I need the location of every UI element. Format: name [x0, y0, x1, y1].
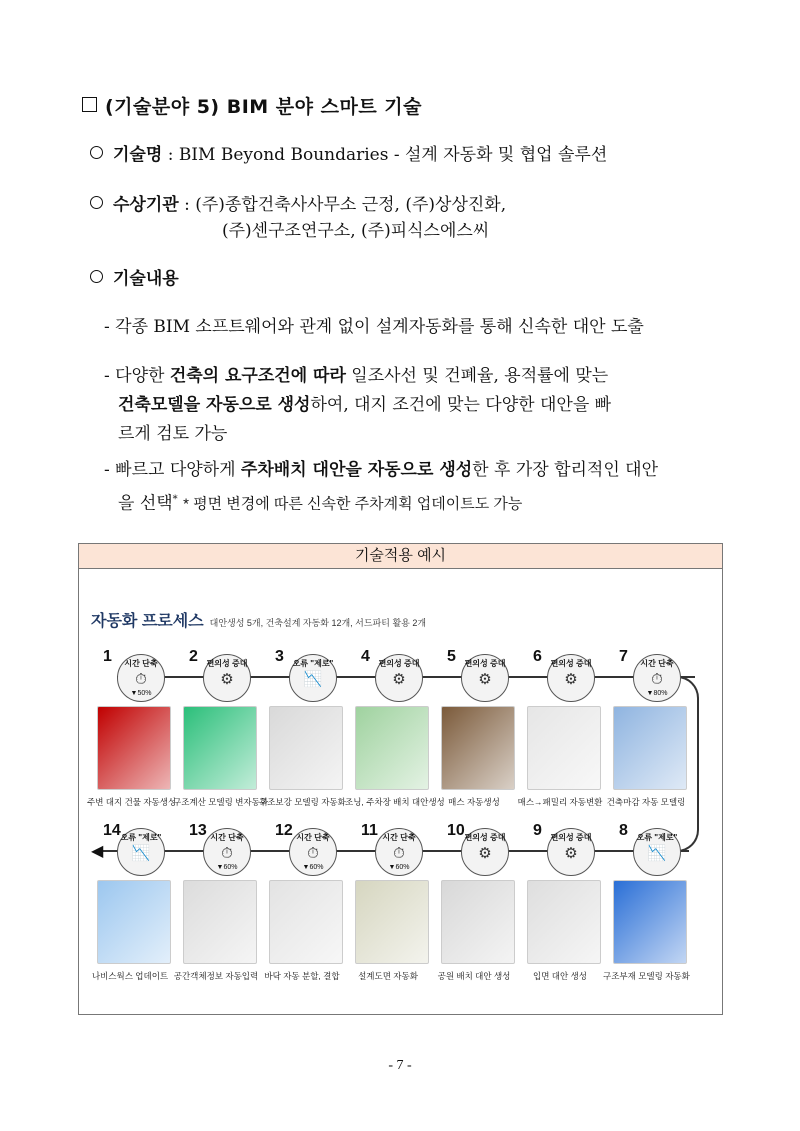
step-label: 오류 "제로": [636, 833, 678, 842]
step-model-image: [269, 880, 343, 964]
step-badge: [375, 654, 423, 702]
step-label: 편의성 증대: [464, 833, 506, 842]
step-label: 편의성 증대: [206, 659, 248, 668]
step-number: 13: [189, 822, 207, 839]
content-row: [90, 266, 179, 292]
step-label: 편의성 증대: [550, 659, 592, 668]
figure-header: 기술적용 예시: [79, 544, 722, 569]
process-subtitle: 대안생성 5개, 건축설계 자동화 12개, 서드파티 활용 2개: [209, 618, 427, 628]
process-title-text: 자동화 프로세스: [91, 613, 204, 630]
bullet-3-text: - 빠르고 다양하게: [104, 460, 241, 480]
bullet-2-bold1: 건축의 요구조건에 따라: [169, 366, 346, 386]
step-model-image: [527, 706, 601, 790]
step-model-image: [355, 706, 429, 790]
step-caption: 나비스웍스 업데이트: [91, 971, 169, 981]
tech-name-label: 기술명: [113, 145, 163, 165]
step-percent: ▼60%: [302, 864, 324, 871]
stopwatch-icon: ⏱: [221, 845, 233, 862]
bullet-2-text: 하여, 대지 조건에 맞는 다양한 대안을 빠: [310, 395, 612, 415]
step-percent: ▼50%: [130, 690, 152, 697]
gear-icon: ⚙: [478, 671, 492, 688]
step-badge: [633, 828, 681, 876]
gear-icon: ⚙: [392, 671, 406, 688]
step-badge: [203, 828, 251, 876]
chart-down-icon: 📉: [303, 671, 323, 688]
footnote-note: * 평면 변경에 따른 신속한 주차계획 업데이트도 가능: [183, 495, 523, 513]
step-caption: 설계도면 자동화: [358, 971, 418, 981]
step-number: 10: [447, 822, 465, 839]
bullet-2-text: - 다양한: [104, 366, 170, 386]
chart-down-icon: 📉: [647, 845, 667, 862]
step-label: 시간 단축: [124, 659, 158, 668]
page-number: - 7 -: [388, 1058, 412, 1073]
step-number: 11: [361, 822, 378, 839]
step-percent: ▼60%: [388, 864, 410, 871]
step-badge: [117, 654, 165, 702]
step-badge: [461, 828, 509, 876]
step-label: 시간 단축: [296, 833, 330, 842]
step-caption: 구조계산 모델링 변자동화: [173, 797, 269, 807]
step-number: 14: [103, 822, 121, 839]
step-badge: [547, 828, 595, 876]
circle-bullet-icon: [90, 196, 103, 209]
stopwatch-icon: ⏱: [307, 845, 319, 862]
step-label: 시간 단축: [640, 659, 674, 668]
arrow-left-icon: ◀: [91, 841, 104, 860]
step-number: 1: [103, 648, 112, 665]
step-caption: 조닝, 주차장 배치 대안생성: [345, 797, 445, 807]
step-model-image: [441, 880, 515, 964]
process-title: [91, 608, 426, 631]
step-badge: [375, 828, 423, 876]
tech-name-row: [90, 142, 607, 168]
bullet-3-bold: 주차배치 대안을 자동으로 생성: [240, 460, 473, 480]
step-model-image: [183, 706, 257, 790]
step-badge: [117, 828, 165, 876]
step-caption: 구조부재 모델링 자동화: [603, 971, 690, 981]
stopwatch-icon: ⏱: [393, 845, 405, 862]
section-heading-text: (기술분야 5) BIM 분야 스마트 기술: [105, 96, 423, 118]
step-caption: 매스 자동생성: [448, 797, 500, 807]
step-model-image: [269, 706, 343, 790]
bullet-3: [104, 456, 724, 519]
bullet-1: - 각종 BIM 소프트웨어와 관계 없이 설계자동화를 통해 신속한 대안 도출: [104, 317, 644, 337]
step-model-image: [613, 880, 687, 964]
step-model-image: [441, 706, 515, 790]
step-number: 4: [361, 648, 370, 665]
section-heading: [82, 92, 422, 119]
step-percent: ▼80%: [646, 690, 668, 697]
step-badge: [203, 654, 251, 702]
awardee-row: [90, 192, 506, 218]
step-label: 오류 "제로": [120, 833, 162, 842]
step-model-image: [527, 880, 601, 964]
step-label: 시간 단축: [382, 833, 416, 842]
example-figure: [78, 543, 723, 1015]
footnote-marker: *: [172, 494, 178, 505]
step-badge: [547, 654, 595, 702]
awardee-line2: (주)센구조연구소, (주)피식스에스씨: [222, 221, 490, 241]
step-caption: 공간객체정보 자동입력: [173, 971, 259, 981]
step-badge: [289, 654, 337, 702]
step-model-image: [97, 706, 171, 790]
step-caption: 건축마감 자동 모델링: [606, 797, 686, 807]
step-caption: 주변 대지 건물 자동생성: [87, 797, 177, 807]
bullet-2: [104, 362, 724, 449]
bullet-3-text: 한 후 가장 합리적인 대안: [472, 460, 659, 480]
step-number: 12: [275, 822, 293, 839]
step-number: 7: [619, 648, 628, 665]
step-number: 5: [447, 648, 456, 665]
circle-bullet-icon: [90, 270, 103, 283]
step-caption: 공원 배치 대안 생성: [437, 971, 511, 981]
step-label: 오류 "제로": [292, 659, 334, 668]
circle-bullet-icon: [90, 146, 103, 159]
checkbox-square-icon: [82, 97, 97, 112]
step-model-image: [613, 706, 687, 790]
stopwatch-icon: ⏱: [651, 671, 663, 688]
step-caption: 매스→패밀리 자동변환: [517, 797, 603, 807]
stopwatch-icon: ⏱: [135, 671, 147, 688]
step-number: 9: [533, 822, 542, 839]
gear-icon: ⚙: [564, 845, 578, 862]
step-number: 2: [189, 648, 198, 665]
bullet-3-line2: 을 선택: [118, 493, 173, 514]
step-label: 시간 단축: [210, 833, 244, 842]
step-percent: ▼60%: [216, 864, 238, 871]
step-number: 8: [619, 822, 628, 839]
bullet-2-bold2: 건축모델을 자동으로 생성: [118, 395, 311, 415]
tech-name-value: : BIM Beyond Boundaries - 설계 자동화 및 협업 솔루션: [167, 145, 608, 165]
step-model-image: [355, 880, 429, 964]
awardee-line1: : (주)종합건축사사무소 근정, (주)상상진화,: [184, 195, 507, 215]
step-model-image: [183, 880, 257, 964]
step-badge: [633, 654, 681, 702]
bullet-2-text: 일조사선 및 건폐율, 용적률에 맞는: [345, 366, 609, 386]
step-caption: 구조보강 모델링 자동화: [259, 797, 346, 807]
gear-icon: ⚙: [478, 845, 492, 862]
step-number: 6: [533, 648, 542, 665]
step-label: 편의성 증대: [378, 659, 420, 668]
step-caption: 입면 대안 생성: [533, 971, 587, 981]
gear-icon: ⚙: [564, 671, 578, 688]
step-number: 3: [275, 648, 284, 665]
step-caption: 바닥 자동 분할, 결합: [264, 971, 340, 981]
step-model-image: [97, 880, 171, 964]
awardee-label: 수상기관: [113, 195, 179, 215]
gear-icon: ⚙: [220, 671, 234, 688]
bullet-2-line3: 르게 검토 가능: [118, 424, 228, 444]
chart-down-icon: 📉: [131, 845, 151, 862]
content-label: 기술내용: [113, 269, 179, 289]
step-label: 편의성 증대: [464, 659, 506, 668]
step-label: 편의성 증대: [550, 833, 592, 842]
step-badge: [289, 828, 337, 876]
step-badge: [461, 654, 509, 702]
